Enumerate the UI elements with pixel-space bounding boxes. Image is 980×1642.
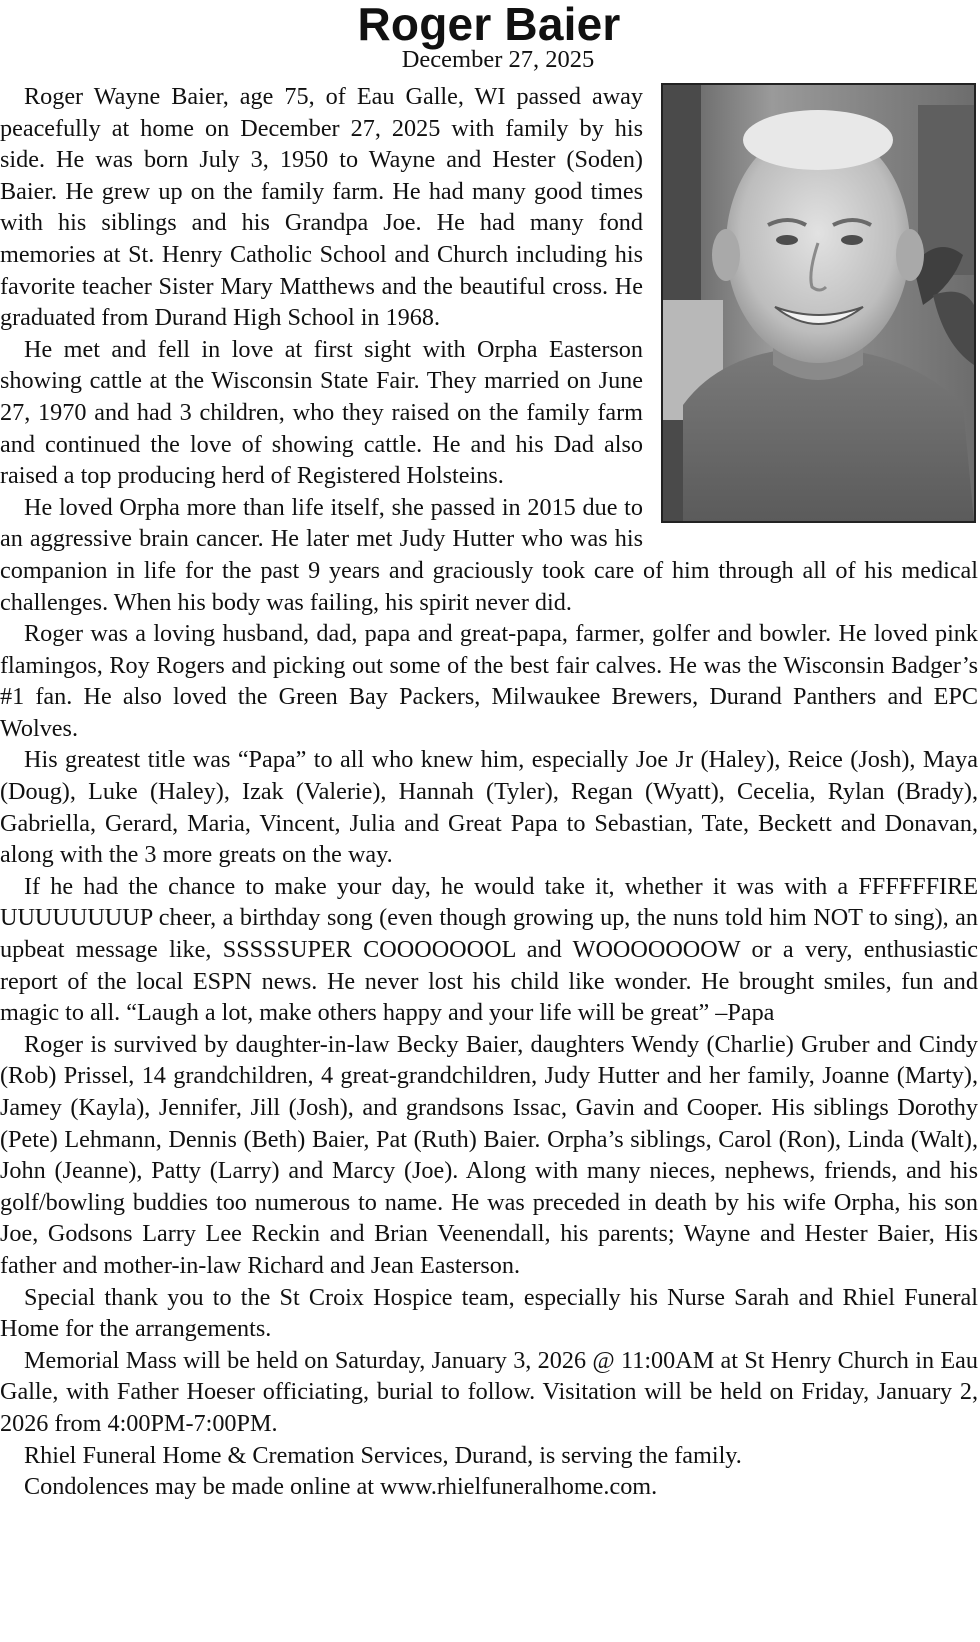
paragraph-papa: His greatest title was “Papa” to all who knew him, especially Joe Jr (Haley), Reice (Josh), Maya (Doug), Luke (Haley), Izak (Valerie), Hannah (Tyler), Regan (Wyatt), Cecelia, Rylan (Brady), Gabriella, Gerard, Maria, Vincent, Julia and Great Papa to Sebastian, Tate, Beckett and Donavan, along with the 3 more greats on the way. (0, 746, 978, 869)
paragraph-make-your-day: If he had the chance to make your day, he would take it, whether it was with a FFFFFFIRE UUUUUUUUP cheer, a birthday song (even though growing up, the nuns told him NOT to sing), an upbeat message like, SSSSSUPER COOOOOOOL and WOOOOOOOW or a very, enthusiastic report of the local ESPN news. He never lost his child like wonder. He brought smiles, fun and magic to all. “Laugh a lot, make others happy and your life will be great” –Papa (0, 872, 978, 1027)
portrait-photo (661, 83, 976, 523)
obituary-title: Roger Baier (357, 0, 621, 50)
paragraph-funeral-home: Rhiel Funeral Home & Cremation Services, Durand, is serving the family. (24, 1441, 742, 1469)
paragraph-thanks: Special thank you to the St Croix Hospice team, especially his Nurse Sarah and Rhiel Funeral Home for the arrangements. (0, 1283, 978, 1343)
paragraph-services: Memorial Mass will be held on Saturday, January 3, 2026 @ 11:00AM at St Henry Church in Eau Galle, with Father Hoeser officiating, burial to follow. Visitation will be held on Friday, January 2, 2026 from 4:00PM-7:00PM. (0, 1346, 978, 1437)
portrait-photo-icon (663, 85, 974, 521)
obituary-body (0, 81, 978, 1503)
paragraph-marriage: He met and fell in love at first sight with Orpha Easterson showing cattle at the Wisconsin State Fair. They married on June 27, 1970 and had 3 children, who they raised on the family farm and continued the love of showing cattle. He and his Dad also raised a top producing herd of Registered Holsteins. (0, 335, 643, 490)
paragraph-condolences: Condolences may be made online at www.rhielfuneralhome.com. (24, 1473, 658, 1501)
paragraph-orpha: He loved Orpha more than life itself, she passed in 2015 due to an aggressive brain cancer. He later met Judy Hutter who was his companion in life for the past 9 years and graciously took care of him through all of his medical challenges. When his body was failing, his spirit never did. (0, 493, 978, 616)
obituary-date: December 27, 2025 (401, 46, 595, 73)
paragraph-survivors: Roger is survived by daughter-in-law Becky Baier, daughters Wendy (Charlie) Gruber and Cindy (Rob) Prissel, 14 grandchildren, 4 great-grandchildren, Judy Hutter and her family, Joanne (Marty), Jamey (Kayla), Jennifer, Jill (Josh), and grandsons Issac, Gavin and Cooper. His siblings Dorothy (Pete) Lehmann, Dennis (Beth) Baier, Pat (Ruth) Baier. Orpha’s siblings, Carol (Ron), Linda (Walt), John (Jeanne), Patty (Larry) and Marcy (Joe). Along with many nieces, nephews, friends, and his golf/bowling buddies too numerous to name. He was preceded in death by his wife Orpha, his son Joe, Godsons Larry Lee Reckin and Brian Veenendall, his parents; Wayne and Hester Baier, His father and mother-in-law Richard and Jean Easterson. (0, 1030, 978, 1279)
paragraph-interests: Roger was a loving husband, dad, papa and great-papa, farmer, golfer and bowler. He loved pink flamingos, Roy Rogers and picking out some of the best fair calves. He was the Wisconsin Badger’s #1 fan. He also loved the Green Bay Packers, Milwaukee Brewers, Durand Panthers and EPC Wolves. (0, 620, 978, 742)
paragraph-biography: Roger Wayne Baier, age 75, of Eau Galle, WI passed away peacefully at home on December 27, 2025 with family by his side. He was born July 3, 1950 to Wayne and Hester (Soden) Baier. He grew up on the family farm. He had many good times with his siblings and his Grandpa Joe. He had many fond memories at St. Henry Catholic School and Church including his favorite teacher Sister Mary Matthews and the beautiful cross. He graduated from Durand High School in 1968. (0, 83, 643, 332)
